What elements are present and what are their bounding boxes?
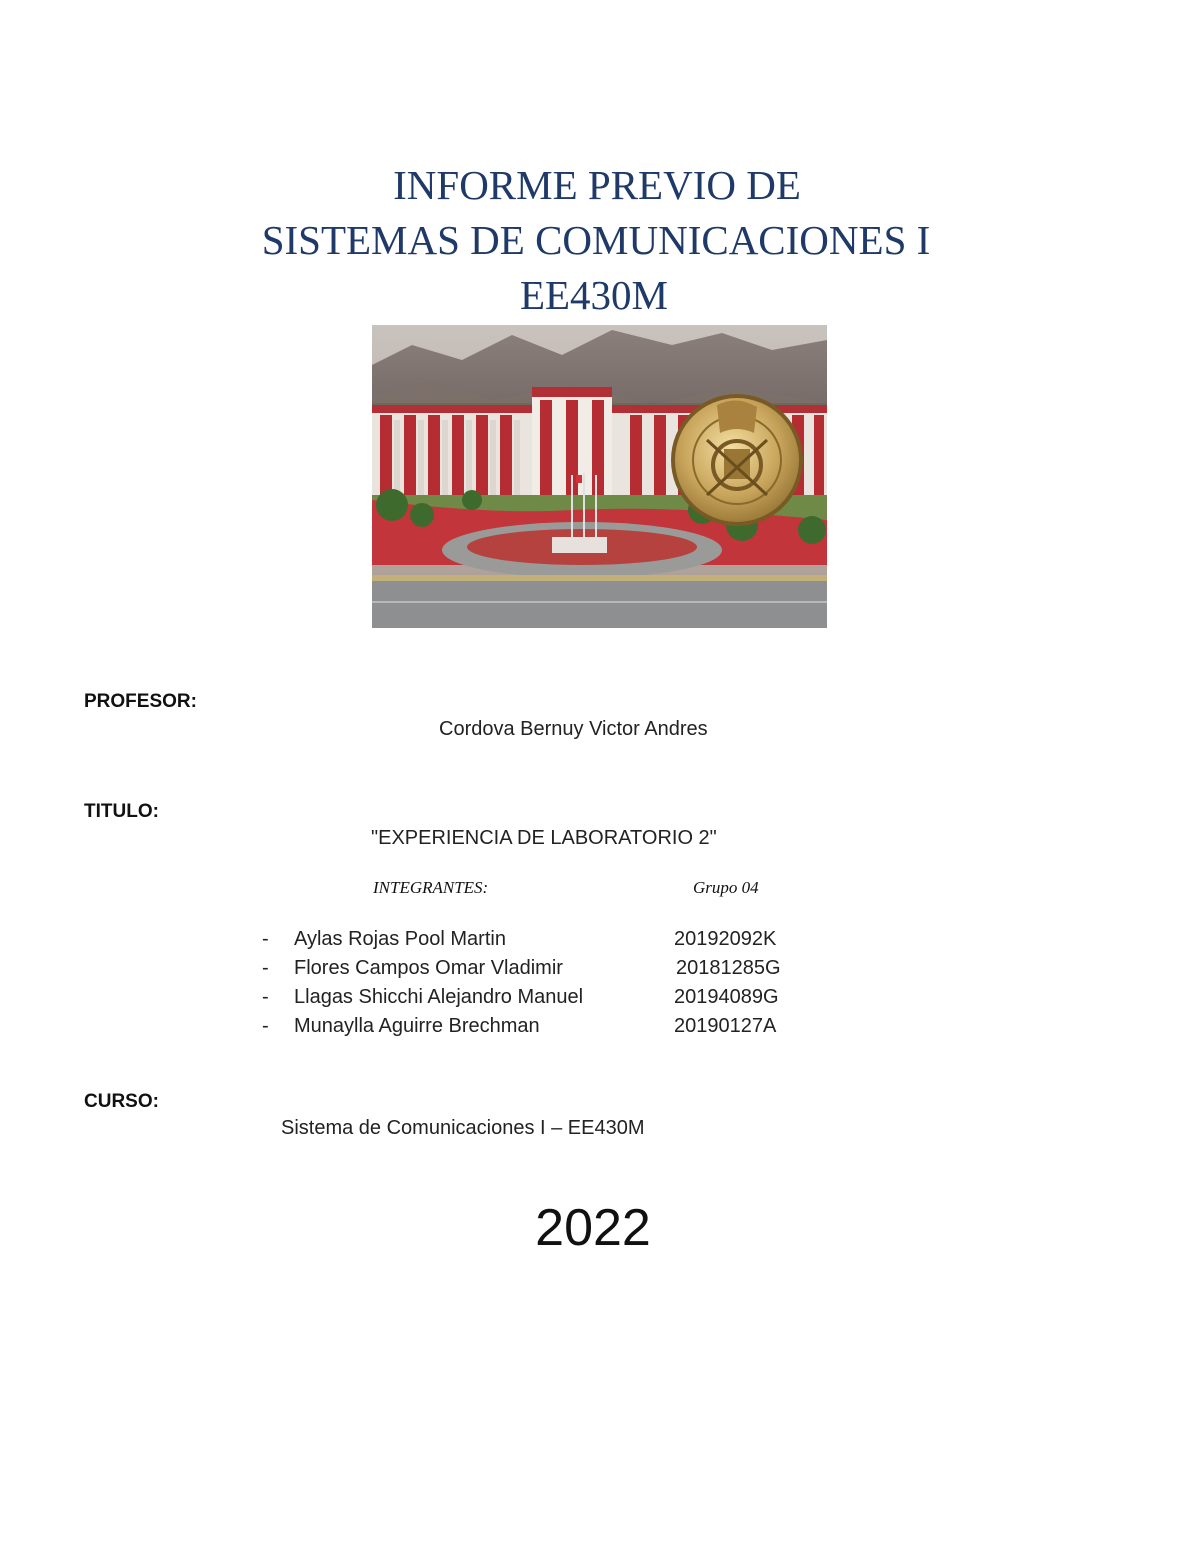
document-year: 2022: [535, 1199, 651, 1257]
integrantes-heading: INTEGRANTES:: [373, 878, 489, 897]
title-line-3: EE430M: [519, 272, 669, 318]
bullet-dash: -: [262, 986, 269, 1008]
titulo-label: TITULO:: [84, 801, 159, 822]
group-label: Grupo 04: [693, 878, 759, 897]
document-title: [0, 158, 1200, 323]
bullet-dash: -: [262, 957, 269, 979]
bullet-dash: -: [262, 928, 269, 950]
list-item: [262, 986, 822, 1015]
curso-label: CURSO:: [84, 1091, 159, 1112]
bullet-dash: -: [262, 1015, 269, 1037]
curso-value: Sistema de Comunicaciones I – EE430M: [281, 1117, 645, 1139]
member-code: 20190127A: [674, 1015, 777, 1037]
member-code: 20192092K: [674, 928, 777, 950]
university-campus-photo: [372, 325, 827, 628]
titulo-value: "EXPERIENCIA DE LABORATORIO 2": [371, 827, 717, 849]
profesor-value: Cordova Bernuy Victor Andres: [439, 718, 708, 740]
member-list: [262, 928, 822, 1044]
title-line-1: INFORME PREVIO DE: [393, 162, 801, 208]
member-name: Munaylla Aguirre Brechman: [294, 1015, 540, 1037]
member-name: Llagas Shicchi Alejandro Manuel: [294, 986, 584, 1008]
list-item: [262, 957, 822, 986]
university-seal-icon: [671, 394, 803, 526]
profesor-label: PROFESOR:: [84, 691, 197, 712]
member-code: 20194089G: [674, 986, 779, 1008]
member-name: Flores Campos Omar Vladimir: [294, 957, 563, 979]
member-code: 20181285G: [676, 957, 781, 979]
member-name: Aylas Rojas Pool Martin: [294, 928, 506, 950]
list-item: [262, 928, 822, 957]
title-line-2: SISTEMAS DE COMUNICACIONES I: [261, 217, 931, 263]
list-item: [262, 1015, 822, 1044]
